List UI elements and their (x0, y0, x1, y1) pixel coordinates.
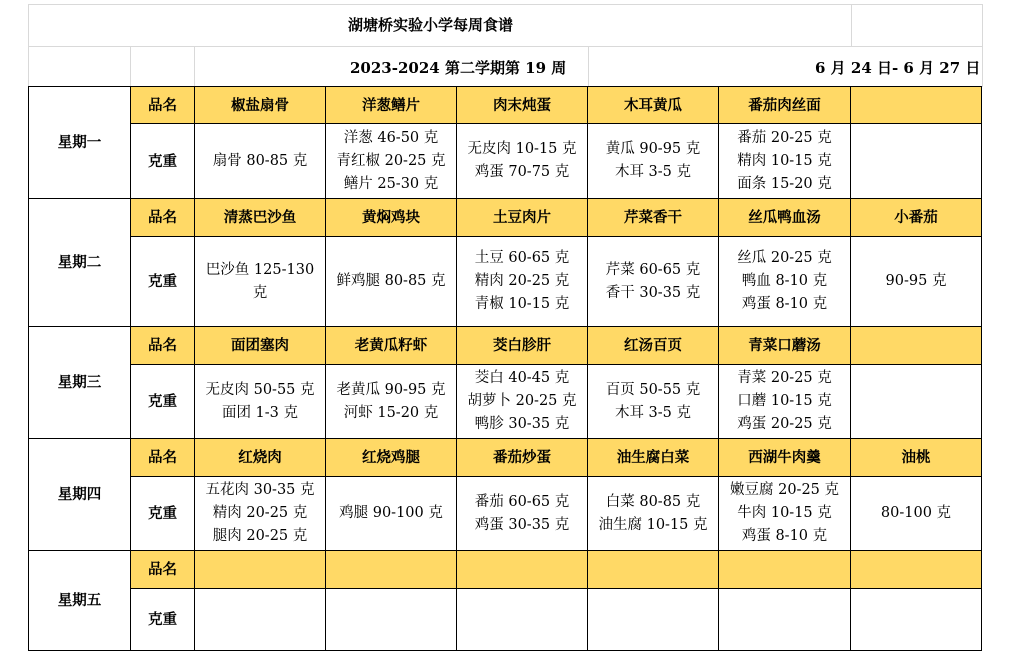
ingredient-line: 无皮肉 10-15 克 (467, 141, 577, 157)
dish-weight (588, 365, 719, 439)
ingredient-line: 鳝片 25-30 克 (343, 175, 439, 192)
ingredient-line: 黄瓜 90-95 克 (605, 141, 701, 157)
dish-weight (195, 365, 326, 439)
name-label: 品名 (131, 439, 195, 477)
day-label: 星期五 (29, 551, 131, 651)
dish-name: 木耳黄瓜 (588, 87, 719, 124)
name-row (29, 551, 982, 589)
page-title: 湖塘桥实验小学每周食谱 (348, 16, 514, 34)
ingredient-line: 鸭胗 30-35 克 (474, 416, 570, 432)
ingredient-line: 洋葱 46-50 克 (343, 129, 439, 146)
dish-weight (719, 124, 851, 199)
dish-name: 红烧肉 (195, 439, 326, 477)
ingredient-line: 青红椒 20-25 克 (336, 152, 446, 169)
dish-name: 小番茄 (851, 199, 982, 237)
ingredient-line: 茭白 40-45 克 (474, 370, 570, 386)
menu-table (28, 86, 982, 651)
ingredient-line: 青菜 20-25 克 (737, 370, 832, 386)
ingredient-line: 丝瓜 20-25 克 (737, 250, 832, 266)
ingredient-line: 腿肉 20-25 克 (212, 528, 308, 544)
ingredient-line: 精肉 10-15 克 (737, 152, 832, 169)
dish-weight (457, 477, 588, 551)
dish-name: 面团塞肉 (195, 327, 326, 365)
dish-weight (851, 237, 982, 327)
ingredient-line: 木耳 3-5 克 (614, 404, 692, 421)
dish-weight (195, 589, 326, 651)
name-label: 品名 (131, 87, 195, 124)
weight-row (29, 365, 982, 439)
ingredient-line: 鸡蛋 30-35 克 (474, 516, 570, 533)
dish-name (851, 327, 982, 365)
ingredient-line: 胡萝卜 20-25 克 (467, 393, 577, 409)
day-label: 星期二 (29, 199, 131, 327)
ingredient-line: 五花肉 30-35 克 (205, 482, 315, 498)
dish-name (851, 551, 982, 589)
weight-label: 克重 (131, 124, 195, 199)
dish-weight (326, 237, 457, 327)
dish-name (326, 551, 457, 589)
ingredient-line: 鸭血 8-10 克 (741, 273, 828, 289)
dish-weight (851, 477, 982, 551)
dish-weight (457, 365, 588, 439)
ingredient-line: 牛肉 10-15 克 (737, 505, 832, 521)
ingredient-line: 河虾 15-20 克 (343, 404, 439, 421)
dish-name (195, 551, 326, 589)
dish-weight (195, 477, 326, 551)
dish-name: 西湖牛肉羹 (719, 439, 851, 477)
dish-weight (719, 589, 851, 651)
dish-weight (326, 124, 457, 199)
ingredient-line: 土豆 60-65 克 (474, 250, 570, 266)
ingredient-line: 口蘑 10-15 克 (737, 393, 832, 409)
ingredient-line: 克 (252, 284, 268, 301)
dish-weight (588, 124, 719, 199)
ingredient-line: 白菜 80-85 克 (605, 493, 701, 510)
dish-name: 丝瓜鸭血汤 (719, 199, 851, 237)
title-cell-right (851, 4, 983, 47)
dish-name: 肉末炖蛋 (457, 87, 588, 124)
ingredient-line: 百页 50-55 克 (605, 381, 701, 398)
dish-weight (326, 589, 457, 651)
dish-name: 油桃 (851, 439, 982, 477)
dish-weight (326, 477, 457, 551)
dish-name: 清蒸巴沙鱼 (195, 199, 326, 237)
ingredient-line: 面团 1-3 克 (221, 404, 299, 421)
weight-label: 克重 (131, 589, 195, 651)
weight-row (29, 589, 982, 651)
dish-weight (719, 477, 851, 551)
weight-row (29, 477, 982, 551)
ingredient-line: 青椒 10-15 克 (474, 296, 570, 312)
dish-name: 油生腐白菜 (588, 439, 719, 477)
dish-name: 番茄肉丝面 (719, 87, 851, 124)
ingredient-line: 木耳 3-5 克 (614, 164, 692, 180)
term-label: 2023-2024 第二学期第 19 周 (350, 59, 567, 77)
dish-weight (457, 589, 588, 651)
name-label: 品名 (131, 551, 195, 589)
ingredient-line: 鸡蛋 70-75 克 (474, 164, 570, 180)
name-row (29, 439, 982, 477)
day-label: 星期四 (29, 439, 131, 551)
dish-weight (588, 477, 719, 551)
dish-weight (851, 365, 982, 439)
name-label: 品名 (131, 199, 195, 237)
ingredient-line: 精肉 20-25 克 (212, 505, 308, 521)
ingredient-line: 精肉 20-25 克 (474, 273, 570, 289)
dish-weight (195, 124, 326, 199)
ingredient-line: 番茄 20-25 克 (737, 129, 832, 146)
ingredient-line: 老黄瓜 90-95 克 (336, 381, 446, 398)
day-label: 星期三 (29, 327, 131, 439)
ingredient-line: 面条 15-20 克 (737, 175, 832, 192)
ingredient-line: 90-95 克 (885, 273, 947, 289)
ingredient-line: 鸡蛋 8-10 克 (741, 296, 828, 312)
name-row (29, 327, 982, 365)
ingredient-line: 无皮肉 50-55 克 (205, 381, 315, 398)
term-cell-mid (130, 46, 195, 87)
dish-name (588, 551, 719, 589)
ingredient-line: 油生腐 10-15 克 (598, 516, 708, 533)
dish-weight (851, 124, 982, 199)
ingredient-line: 扇骨 80-85 克 (212, 152, 308, 169)
date-range: 6 月 24 日- 6 月 27 日 (815, 59, 981, 77)
term-cell-left (28, 46, 131, 87)
ingredient-line: 鸡腿 90-100 克 (339, 505, 443, 521)
dish-weight (851, 589, 982, 651)
dish-name (457, 551, 588, 589)
dish-weight (719, 237, 851, 327)
dish-name: 黄焖鸡块 (326, 199, 457, 237)
dish-weight (457, 237, 588, 327)
ingredient-line: 嫩豆腐 20-25 克 (729, 482, 840, 498)
dish-name (851, 87, 982, 124)
ingredient-line: 芹菜 60-65 克 (605, 261, 701, 278)
weight-label: 克重 (131, 237, 195, 327)
name-row (29, 199, 982, 237)
weight-label: 克重 (131, 365, 195, 439)
ingredient-line: 80-100 克 (880, 505, 952, 521)
dish-weight (326, 365, 457, 439)
ingredient-line: 鸡蛋 20-25 克 (737, 416, 832, 432)
day-label: 星期一 (29, 87, 131, 199)
name-label: 品名 (131, 327, 195, 365)
ingredient-line: 巴沙鱼 125-130 (205, 261, 315, 278)
weight-row (29, 124, 982, 199)
dish-weight (195, 237, 326, 327)
dish-name: 土豆肉片 (457, 199, 588, 237)
dish-weight (588, 589, 719, 651)
dish-name: 红汤百页 (588, 327, 719, 365)
dish-weight (457, 124, 588, 199)
dish-weight (719, 365, 851, 439)
ingredient-line: 鸡蛋 8-10 克 (741, 528, 828, 544)
ingredient-line: 香干 30-35 克 (605, 284, 701, 301)
dish-name: 红烧鸡腿 (326, 439, 457, 477)
ingredient-line: 鲜鸡腿 80-85 克 (336, 273, 446, 289)
dish-name: 老黄瓜籽虾 (326, 327, 457, 365)
dish-name: 青菜口蘑汤 (719, 327, 851, 365)
dish-weight (588, 237, 719, 327)
dish-name: 芹菜香干 (588, 199, 719, 237)
weight-label: 克重 (131, 477, 195, 551)
name-row (29, 87, 982, 124)
weight-row (29, 237, 982, 327)
ingredient-line: 番茄 60-65 克 (474, 493, 570, 510)
dish-name: 洋葱鳝片 (326, 87, 457, 124)
dish-name (719, 551, 851, 589)
dish-name: 茭白胗肝 (457, 327, 588, 365)
dish-name: 椒盐扇骨 (195, 87, 326, 124)
dish-name: 番茄炒蛋 (457, 439, 588, 477)
